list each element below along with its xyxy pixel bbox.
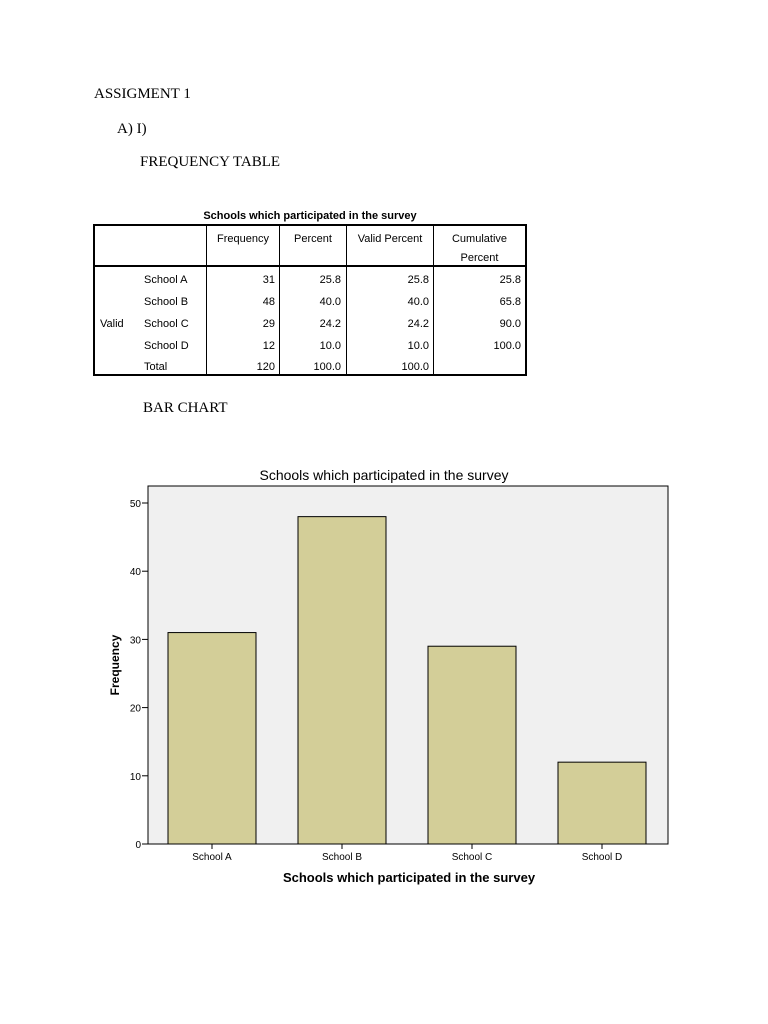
cell-cumulative-percent: 25.8 xyxy=(499,274,521,286)
bar-chart-heading: BAR CHART xyxy=(143,400,228,416)
cell-frequency: 29 xyxy=(262,318,275,330)
cell-percent: 100.0 xyxy=(313,361,341,373)
bar-school-a xyxy=(168,633,256,844)
frequency-table-heading: FREQUENCY TABLE xyxy=(140,154,281,170)
document-title: ASSIGMENT 1 xyxy=(94,86,191,102)
cell-valid-percent: 40.0 xyxy=(407,296,429,308)
bar-school-c xyxy=(428,646,516,844)
x-tick-label: School D xyxy=(581,852,623,863)
cell-frequency: 48 xyxy=(262,296,275,308)
y-tick-label: 0 xyxy=(135,840,141,851)
cell-valid-percent: 10.0 xyxy=(407,340,429,352)
group-label-valid: Valid xyxy=(100,318,124,330)
header-valid-percent: Valid Percent xyxy=(357,233,423,245)
row-label-total: Total xyxy=(144,361,168,373)
cell-cumulative-percent: 65.8 xyxy=(499,296,521,308)
row-label: School D xyxy=(144,340,189,352)
row-label: School A xyxy=(144,274,188,286)
table-caption: Schools which participated in the survey xyxy=(203,210,417,222)
x-tick-label: School B xyxy=(321,852,363,863)
header-frequency: Frequency xyxy=(217,233,269,245)
y-tick-label: 20 xyxy=(129,703,141,715)
row-label: School B xyxy=(144,296,189,308)
cell-frequency: 120 xyxy=(256,361,275,373)
y-tick-label: 10 xyxy=(129,771,141,783)
header-cumulative-percent: Percent xyxy=(460,252,499,264)
bar-school-d xyxy=(558,762,646,844)
cell-percent: 10.0 xyxy=(319,340,341,352)
y-axis-title: Frequency xyxy=(108,634,122,696)
x-tick-label: School C xyxy=(451,852,493,863)
row-label: School C xyxy=(144,318,189,330)
cell-percent: 25.8 xyxy=(319,274,341,286)
cell-cumulative-percent: 90.0 xyxy=(499,318,521,330)
cell-valid-percent: 24.2 xyxy=(407,318,429,330)
header-percent: Percent xyxy=(294,233,332,245)
x-tick-label: School A xyxy=(192,852,232,863)
cell-percent: 24.2 xyxy=(319,318,341,330)
cell-frequency: 31 xyxy=(262,274,275,286)
x-axis-title: Schools which participated in the survey xyxy=(282,870,536,885)
cell-percent: 40.0 xyxy=(319,296,341,308)
header-cumulative-percent: Cumulative xyxy=(451,233,508,245)
cell-valid-percent: 100.0 xyxy=(401,361,429,373)
y-tick-label: 40 xyxy=(129,567,141,579)
chart-title: Schools which participated in the survey xyxy=(259,467,509,483)
cell-cumulative-percent: 100.0 xyxy=(493,340,521,352)
cell-valid-percent: 25.8 xyxy=(407,274,429,286)
cell-frequency: 12 xyxy=(262,340,275,352)
bar-school-b xyxy=(298,517,386,844)
y-tick-label: 50 xyxy=(129,499,141,510)
section-label: A) I) xyxy=(117,121,147,137)
y-tick-label: 30 xyxy=(129,635,141,647)
